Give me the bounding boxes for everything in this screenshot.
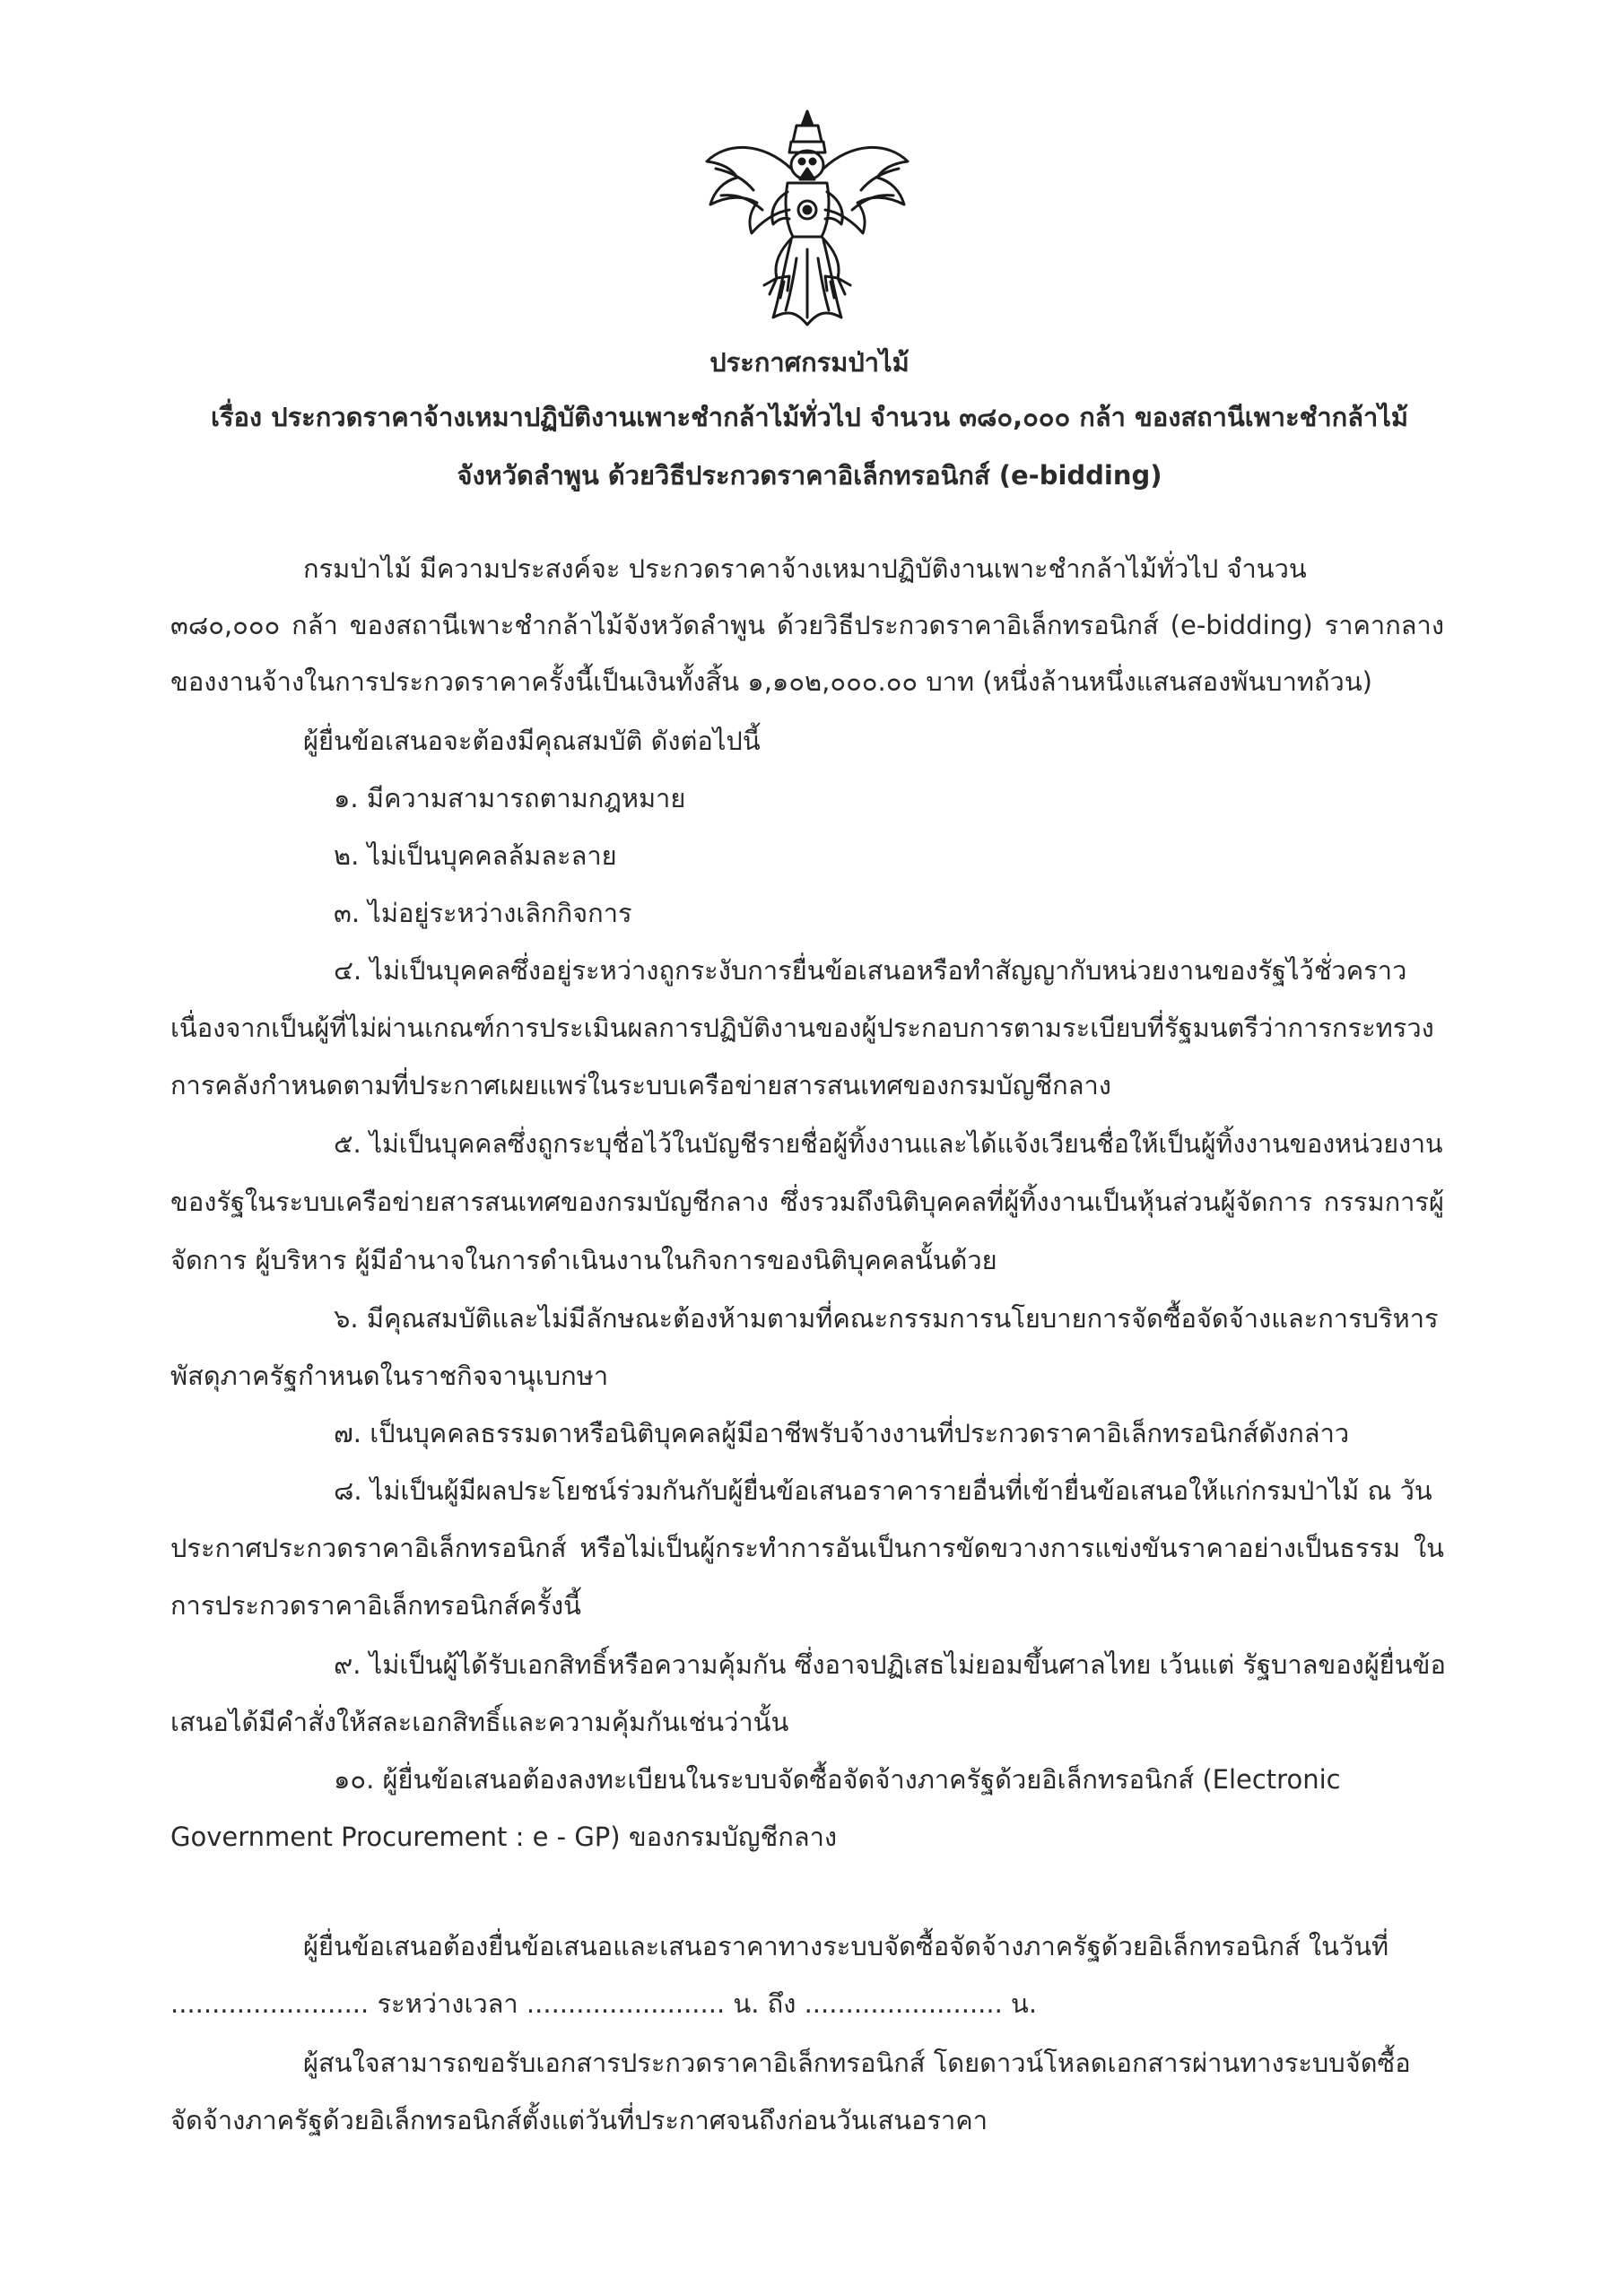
- subject-line-1: เรื่อง ประกวดราคาจ้างเหมาปฏิบัติงานเพาะชำกล้าไม้ทั่วไป จำนวน ๓๘๐,๐๐๐ กล้า ของสถานีเพาะชำกล้าไม้: [211, 402, 1408, 432]
- garuda-emblem-icon: [691, 106, 924, 330]
- qualification-6-line-1: ๖. มีคุณสมบัติและไม่มีลักษณะต้องห้ามตามที่คณะกรรมการนโยบายการจัดซื้อจัดจ้างและการบริหาร: [334, 1303, 1439, 1334]
- qualification-5-line-1: ๕. ไม่เป็นบุคคลซึ่งถูกระบุชื่อไว้ในบัญชีรายชื่อผู้ทิ้งงานและได้แจ้งเวียนชื่อให้เป็นผู้ทิ้งงานของหน่วยงาน: [334, 1129, 1443, 1159]
- qualification-8-line-1: ๘. ไม่เป็นผู้มีผลประโยชน์ร่วมกันกับผู้ยื่นข้อเสนอราคารายอื่นที่เข้ายื่นข้อเสนอให้แก่กรมป่าไม้ ณ วัน: [334, 1475, 1432, 1506]
- intro-line-3: ของงานจ้างในการประกวดราคาครั้งนี้เป็นเงินทั้งสิ้น ๑,๑๐๒,๐๐๐.๐๐ บาท (หนึ่งล้านหนึ่งแสนสองพันบาทถ้วน): [170, 666, 1372, 697]
- qualifications-heading: ผู้ยื่นข้อเสนอจะต้องมีคุณสมบัติ ดังต่อไปนี้: [303, 726, 761, 756]
- intro-line-2: ๓๘๐,๐๐๐ กล้า ของสถานีเพาะชำกล้าไม้จังหวัดลำพูน ด้วยวิธีประกวดราคาอิเล็กทรอนิกส์ (e-bidding) ราคากลาง: [170, 610, 1444, 640]
- qualification-10-line-1: ๑๐. ผู้ยื่นข้อเสนอต้องลงทะเบียนในระบบจัดซื้อจัดจ้างภาครัฐด้วยอิเล็กทรอนิกส์ (Electronic: [334, 1764, 1341, 1795]
- qualification-10-line-2: Government Procurement : e - GP) ของกรมบัญชีกลาง: [170, 1822, 838, 1852]
- submission-line-2: ........................ ระหว่างเวลา ........................ น. ถึง ........................ น.: [170, 1988, 1038, 2019]
- submission-line-1: ผู้ยื่นข้อเสนอต้องยื่นข้อเสนอและเสนอราคาทางระบบจัดซื้อจัดจ้างภาครัฐด้วยอิเล็กทรอนิกส์ ในวันที่: [303, 1931, 1389, 1961]
- qualification-1: ๑. มีความสามารถตามกฎหมาย: [334, 783, 686, 813]
- qualification-3: ๓. ไม่อยู่ระหว่างเลิกกิจการ: [334, 898, 632, 928]
- download-line-2: จัดจ้างภาครัฐด้วยอิเล็กทรอนิกส์ตั้งแต่วันที่ประกาศจนถึงก่อนวันเสนอราคา: [170, 2105, 988, 2135]
- qualification-9-line-2: เสนอได้มีคำสั่งให้สละเอกสิทธิ์และความคุ้มกันเช่นว่านั้น: [170, 1707, 789, 1737]
- qualification-9-line-1: ๙. ไม่เป็นผู้ได้รับเอกสิทธิ์หรือความคุ้มกัน ซึ่งอาจปฏิเสธไม่ยอมขึ้นศาลไทย เว้นแต่ รัฐบาลของผู้ยื่นข้อ: [334, 1649, 1446, 1680]
- qualification-2: ๒. ไม่เป็นบุคคลล้มละลาย: [334, 840, 617, 871]
- intro-line-1: กรมป่าไม้ มีความประสงค์จะ ประกวดราคาจ้างเหมาปฏิบัติงานเพาะชำกล้าไม้ทั่วไป จำนวน: [303, 553, 1307, 584]
- announcement-title: ประกาศกรมป่าไม้: [709, 347, 910, 378]
- download-line-1: ผู้สนใจสามารถขอรับเอกสารประกวดราคาอิเล็กทรอนิกส์ โดยดาวน์โหลดเอกสารผ่านทางระบบจัดซื้อ: [303, 2048, 1411, 2078]
- qualification-4-line-2: เนื่องจากเป็นผู้ที่ไม่ผ่านเกณฑ์การประเมินผลการปฏิบัติงานของผู้ประกอบการตามระเบียบที่รัฐมนตรีว่าการกระทรวง: [170, 1013, 1434, 1043]
- qualification-8-line-3: การประกวดราคาอิเล็กทรอนิกส์ครั้งนี้: [170, 1590, 582, 1621]
- qualification-6-line-2: พัสดุภาครัฐกำหนดในราชกิจจานุเบกษา: [170, 1361, 609, 1391]
- qualification-7: ๗. เป็นบุคคลธรรมดาหรือนิติบุคคลผู้มีอาชีพรับจ้างงานที่ประกวดราคาอิเล็กทรอนิกส์ดังกล่าว: [334, 1418, 1350, 1448]
- qualification-4-line-1: ๔. ไม่เป็นบุคคลซึ่งอยู่ระหว่างถูกระงับการยื่นข้อเสนอหรือทำสัญญากับหน่วยงานของรัฐไว้ชั่วคราว: [334, 955, 1407, 986]
- qualification-5-line-2: ของรัฐในระบบเครือข่ายสารสนเทศของกรมบัญชีกลาง ซึ่งรวมถึงนิติบุคคลที่ผู้ทิ้งงานเป็นหุ้นส่วนผู้จัดการ กรรมการผู้: [170, 1187, 1444, 1217]
- qualification-5-line-3: จัดการ ผู้บริหาร ผู้มีอำนาจในการดำเนินงานในกิจการของนิติบุคคลนั้นด้วย: [170, 1245, 997, 1275]
- qualification-4-line-3: การคลังกำหนดตามที่ประกาศเผยแพร่ในระบบเครือข่ายสารสนเทศของกรมบัญชีกลาง: [170, 1070, 1111, 1100]
- qualification-8-line-2: ประกาศประกวดราคาอิเล็กทรอนิกส์ หรือไม่เป็นผู้กระทำการอันเป็นการขัดขวางการแข่งขันราคาอย่างเป็นธรรม ใน: [170, 1533, 1444, 1563]
- subject-line-2: จังหวัดลำพูน ด้วยวิธีประกวดราคาอิเล็กทรอนิกส์ (e-bidding): [457, 460, 1162, 491]
